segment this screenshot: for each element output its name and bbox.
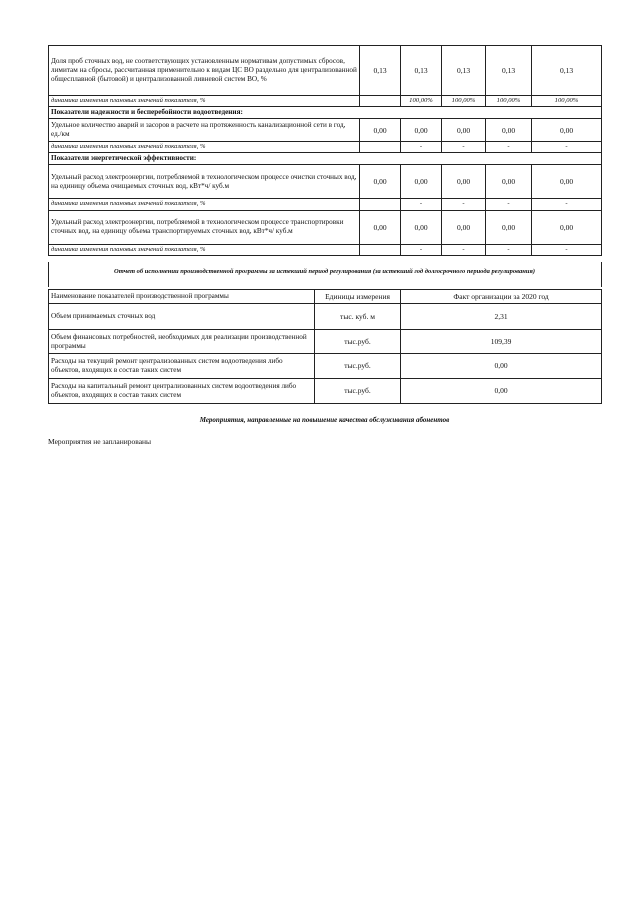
report-row-name: Объем финансовых потребностей, необходимых для реализации производственной программы [49,330,315,354]
indicator-value: 0,00 [401,210,442,244]
indicator-label: Удельный расход электроэнергии, потребляемой в технологическом процессе очистки сточных вод, на единицу объема очищаемых сточных вод, кВт*ч/ куб.м [49,165,360,199]
report-row-fact: 109,39 [401,330,602,354]
report-header-unit: Единицы измерения [315,290,401,304]
dynamics-value: - [401,244,442,255]
dynamics-value: 100,00% [486,96,532,107]
dynamics-value: - [532,199,602,210]
indicator-value: 0,00 [532,119,602,142]
report-row-fact: 0,00 [401,379,602,404]
report-row-unit: тыс.руб. [315,354,401,379]
dynamics-value: - [442,142,486,153]
dynamics-value: - [486,244,532,255]
indicator-label: Удельное количество аварий и засоров в расчете на протяженность канализационной сети в год, ед./км [49,119,360,142]
report-row-unit: тыс.руб. [315,330,401,354]
indicator-value: 0,13 [401,46,442,96]
dynamics-value [360,96,401,107]
dynamics-value [360,199,401,210]
dynamics-label: динамика изменения плановых значений показателя, % [49,244,360,255]
indicator-row [49,119,602,142]
indicator-value: 0,00 [532,165,602,199]
indicator-value: 0,00 [401,165,442,199]
indicator-label: Доля проб сточных вод, не соответствующих установленным нормативам допустимых сбросов, лимитам на сбросы, рассчитанная применительно к видам ЦС ВО раздельно для централизованной общесплавной (бытовой) и централизованной ливневой систем ВО, % [49,46,360,96]
report-table [48,289,602,404]
dynamics-row [49,244,602,255]
dynamics-value: - [442,199,486,210]
dynamics-value: - [442,244,486,255]
dynamics-row [49,142,602,153]
indicator-value: 0,13 [532,46,602,96]
dynamics-row [49,96,602,107]
section-heading-row [49,153,602,165]
dynamics-value: - [401,142,442,153]
dynamics-value: - [486,142,532,153]
indicator-value: 0,00 [442,119,486,142]
indicator-value: 0,00 [486,210,532,244]
dynamics-row [49,199,602,210]
report-row-name: Расходы на текущий ремонт централизованных систем водоотведения либо объектов, входящих в состав таких систем [49,354,315,379]
report-row [49,379,602,404]
indicator-value: 0,00 [442,210,486,244]
section-heading: Показатели надежности и бесперебойности водоотведения: [49,107,602,119]
report-row-name: Объем принимаемых сточных вод [49,304,315,330]
report-title: Отчет об исполнении производственной программы за истекший период регулирования (за истекший год долгосрочного периода регулирования) [114,268,535,275]
indicator-value: 0,00 [442,165,486,199]
dynamics-value [360,142,401,153]
report-row-name: Расходы на капитальный ремонт централизованных систем водоотведения либо объектов, входящих в состав таких систем [49,379,315,404]
measures-text: Мероприятия не запланированы [48,437,152,446]
indicator-value: 0,00 [486,165,532,199]
indicator-value: 0,00 [360,210,401,244]
indicator-value: 0,00 [401,119,442,142]
indicator-row [49,165,602,199]
indicator-row [49,46,602,96]
report-row [49,354,602,379]
report-header-name: Наименование показателей производственной программы [49,290,315,304]
dynamics-label: динамика изменения плановых значений показателя, % [49,96,360,107]
indicator-label: Удельный расход электроэнергии, потребляемой в технологическом процессе транспортировки сточных вод, на единицу объема транспортируемых сточных вод, кВт*ч/ куб.м [49,210,360,244]
indicator-value: 0,13 [486,46,532,96]
dynamics-label: динамика изменения плановых значений показателя, % [49,199,360,210]
indicator-value: 0,13 [442,46,486,96]
indicator-value: 0,00 [532,210,602,244]
dynamics-value: - [486,199,532,210]
indicator-value: 0,00 [486,119,532,142]
indicators-table-body [49,46,602,256]
dynamics-value: - [401,199,442,210]
dynamics-value: 100,00% [532,96,602,107]
report-row [49,330,602,354]
dynamics-value: 100,00% [401,96,442,107]
measures-heading: Мероприятия, направленные на повышение качества обслуживания абонентов [199,416,450,424]
indicator-value: 0,00 [360,119,401,142]
report-row-unit: тыс.руб. [315,379,401,404]
dynamics-label: динамика изменения плановых значений показателя, % [49,142,360,153]
indicators-table [48,45,602,256]
dynamics-value: - [532,244,602,255]
dynamics-value [360,244,401,255]
report-row-fact: 2,31 [401,304,602,330]
indicator-value: 0,00 [360,165,401,199]
report-row [49,304,602,330]
dynamics-value: 100,00% [442,96,486,107]
indicator-row [49,210,602,244]
report-header-row [49,290,602,304]
section-heading: Показатели энергетической эффективности: [49,153,602,165]
indicator-value: 0,13 [360,46,401,96]
dynamics-value: - [532,142,602,153]
section-heading-row [49,107,602,119]
report-header-fact: Факт организации за 2020 год [401,290,602,304]
report-row-unit: тыс. куб. м [315,304,401,330]
report-row-fact: 0,00 [401,354,602,379]
